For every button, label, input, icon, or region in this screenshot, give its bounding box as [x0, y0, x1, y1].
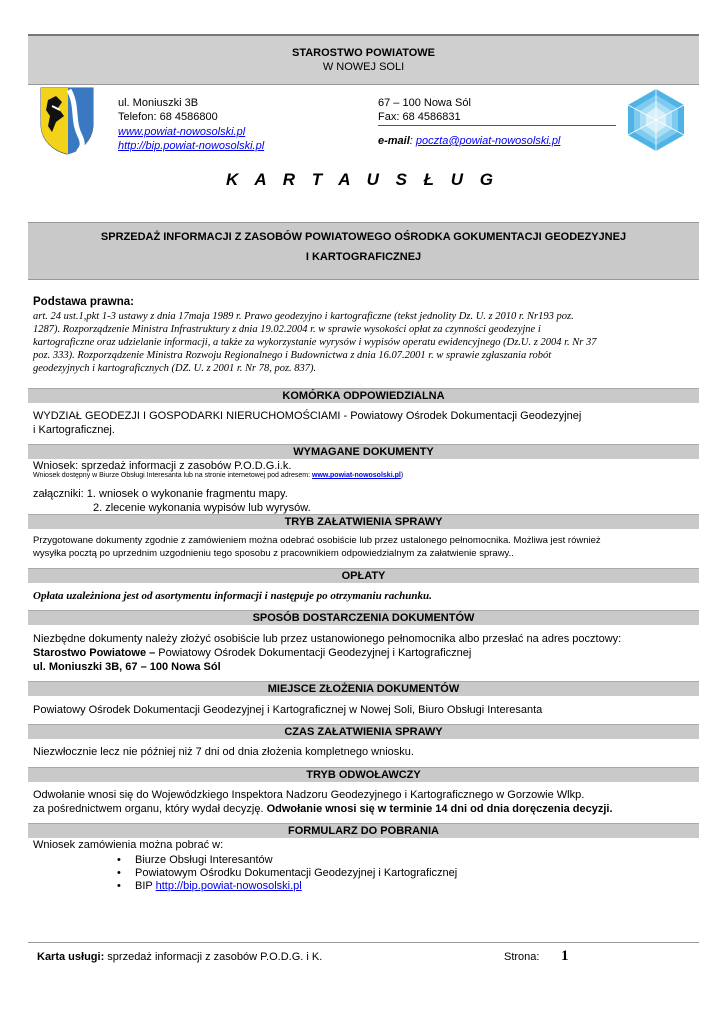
legal-basis-label: Podstawa prawna: [33, 296, 134, 308]
place-line1: Powiatowy Ośrodek Dokumentacji Geodezyjnej i Kartograficznej w Nowej Soli, Biuro Obsługi Interesanta [33, 704, 543, 716]
documents-note-close: ) [400, 472, 404, 479]
section-heading-mode: TRYB ZAŁATWIENIA SPRAWY [28, 514, 699, 529]
footer-divider [28, 942, 699, 943]
address-street: ul. Moniuszki 3B [118, 97, 199, 109]
org-name: STAROSTWO POWIATOWE [292, 47, 435, 59]
delivery-addressee: Starostwo Powiatowe – [33, 647, 156, 659]
mode-line2: wysyłka pocztą po uprzednim uzgodnieniu tego sposobu z pracownikiem odpowiedzialnym za załatwienie sprawy.. [33, 548, 514, 559]
delivery-office: Powiatowy Ośrodek Dokumentacji Geodezyjnej i Kartograficznej [155, 647, 472, 659]
footer-service [37, 951, 322, 963]
legal-basis-line: geodezyjnych i kartograficznych (DZ. U. z 2001 r. Nr 78, poz. 837). [33, 363, 317, 374]
website-link[interactable]: www.powiat-nowosolski.pl [118, 126, 246, 138]
forms-line1: Wniosek zamówienia można pobrać w: [33, 839, 224, 851]
bip-prefix: BIP [135, 880, 156, 892]
postal-city: 67 – 100 Nowa Sól [378, 97, 471, 109]
email-label: e-mail [378, 135, 410, 147]
bip-link[interactable]: http://bip.powiat-nowosolski.pl [118, 140, 265, 152]
footer-label: Karta usługi: [37, 951, 105, 963]
header-banner [28, 34, 699, 85]
legal-basis-line: 1287). Rozporządzenie Ministra Infrastruktury z dnia 19.02.2004 r. w sprawie wysokości opłat za czynności geodezyjne i [33, 324, 541, 335]
legal-basis-line: art. 24 ust.1,pkt 1-3 ustawy z dnia 17maja 1989 r. Prawo geodezyjno i kartograficzne (tekst jednolity Dz. U. z 2010 r. Nr193 poz. [33, 311, 574, 322]
footer-page-label: Strona: [504, 951, 540, 963]
mode-line1: Przygotowane dokumenty zgodnie z zamówieniem można odebrać osobiście lub przez ustalonego pełnomocnika. Możliwa jest również [33, 535, 601, 546]
bip-download-link[interactable]: http://bip.powiat-nowosolski.pl [155, 880, 302, 892]
section-heading-fees: OPŁATY [28, 568, 699, 583]
fax-number: Fax: 68 4586831 [378, 111, 461, 123]
page-title: K A R T A U S Ł U G [226, 170, 499, 189]
email-link[interactable]: poczta@powiat-nowosolski.pl [415, 135, 561, 147]
documents-note-text: Wniosek dostępny w Biurze Obsługi Interesanta lub na stronie internetowej pod adresem: [33, 472, 312, 479]
documents-line1: Wniosek: sprzedaż informacji z zasobów P.O.D.G.i.k. [33, 460, 292, 472]
email-sep: : [409, 135, 416, 147]
fees-line1: Opłata uzależniona jest od asortymentu informacji i następuje po otrzymaniu rachunku. [33, 590, 432, 602]
appeal-line1: Odwołanie wnosi się do Wojewódzkiego Inspektora Nadzoru Geodezyjnego i Kartograficznego w Gorzowie Wlkp. [33, 789, 585, 801]
documents-note-link[interactable]: www.powiat-nowosolski.pl [312, 472, 401, 479]
appeal-line2 [33, 803, 613, 816]
section-heading-appeal: TRYB ODWOŁAWCZY [28, 767, 699, 782]
delivery-line3: ul. Moniuszki 3B, 67 – 100 Nowa Sól [33, 661, 221, 673]
phone-number: Telefon: 68 4586800 [118, 111, 218, 123]
footer-text: sprzedaż informacji z zasobów P.O.D.G. i K. [104, 951, 323, 963]
email-line [378, 135, 560, 148]
list-item: • Biurze Obsługi Interesantów [117, 854, 677, 867]
list-item: • Powiatowym Ośrodku Dokumentacji Geodezyjnej i Kartograficznej [117, 867, 677, 880]
hexagon-logo-icon [625, 87, 687, 153]
legal-basis-line: kartograficzne oraz udzielanie informacji, a także za wykorzystanie wyrysów i wypisów operatu ewidencyjnego (Dz.U. z 2004 r. Nr 37 [33, 337, 597, 348]
page-number: 1 [561, 948, 569, 964]
service-title [28, 222, 699, 280]
section-heading-forms: FORMULARZ DO POBRANIA [28, 823, 699, 838]
section-heading-time: CZAS ZAŁATWIENIA SPRAWY [28, 724, 699, 739]
service-title-line2: I KARTOGRAFICZNEJ [305, 251, 422, 263]
appeal-deadline: Odwołanie wnosi się w terminie 14 dni od dnia doręczenia decyzji. [266, 803, 613, 815]
delivery-line1: Niezbędne dokumenty należy złożyć osobiście lub przez ustanowionego pełnomocnika albo przesłać na adres pocztowy: [33, 633, 622, 645]
header-divider [378, 125, 616, 126]
service-title-line1: SPRZEDAŻ INFORMACJI Z ZASOBÓW POWIATOWEGO OŚRODKA GOKUMENTACJI GEODEZYJNEJ [100, 231, 627, 243]
org-city: W NOWEJ SOLI [322, 61, 405, 73]
section-heading-place: MIEJSCE ZŁOŻENIA DOKUMENTÓW [28, 681, 699, 696]
documents-attach1: załączniki: 1. wniosek o wykonanie fragmentu mapy. [33, 488, 288, 500]
appeal-line2-text: za pośrednictwem organu, który wydał decyzję. [33, 803, 267, 815]
section-heading-documents: WYMAGANE DOKUMENTY [28, 444, 699, 459]
coat-of-arms-icon [38, 86, 96, 156]
section-heading-delivery: SPOSÓB DOSTARCZENIA DOKUMENTÓW [28, 610, 699, 625]
legal-basis-text [33, 310, 701, 375]
documents-small-note [33, 472, 403, 480]
legal-basis-line: poz. 333). Rozporządzenie Ministra Rozwoju Regionalnego i Budownictwa z dnia 16.07.2001 r. w sprawie zgłaszania robót [33, 350, 552, 361]
section-heading-unit: KOMÓRKA ODPOWIEDZIALNA [28, 388, 699, 403]
documents-attach2: 2. zlecenie wykonania wypisów lub wyrysów. [93, 502, 311, 514]
unit-line2: i Kartograficznej. [33, 424, 115, 436]
list-item [117, 880, 677, 893]
delivery-line2 [33, 647, 471, 660]
forms-list [117, 854, 677, 893]
time-line1: Niezwłocznie lecz nie później niż 7 dni od dnia złożenia kompletnego wniosku. [33, 746, 414, 758]
unit-line1: WYDZIAŁ GEODEZJI I GOSPODARKI NIERUCHOMOŚCIAMI - Powiatowy Ośrodek Dokumentacji Geodezyjnej [33, 410, 582, 422]
